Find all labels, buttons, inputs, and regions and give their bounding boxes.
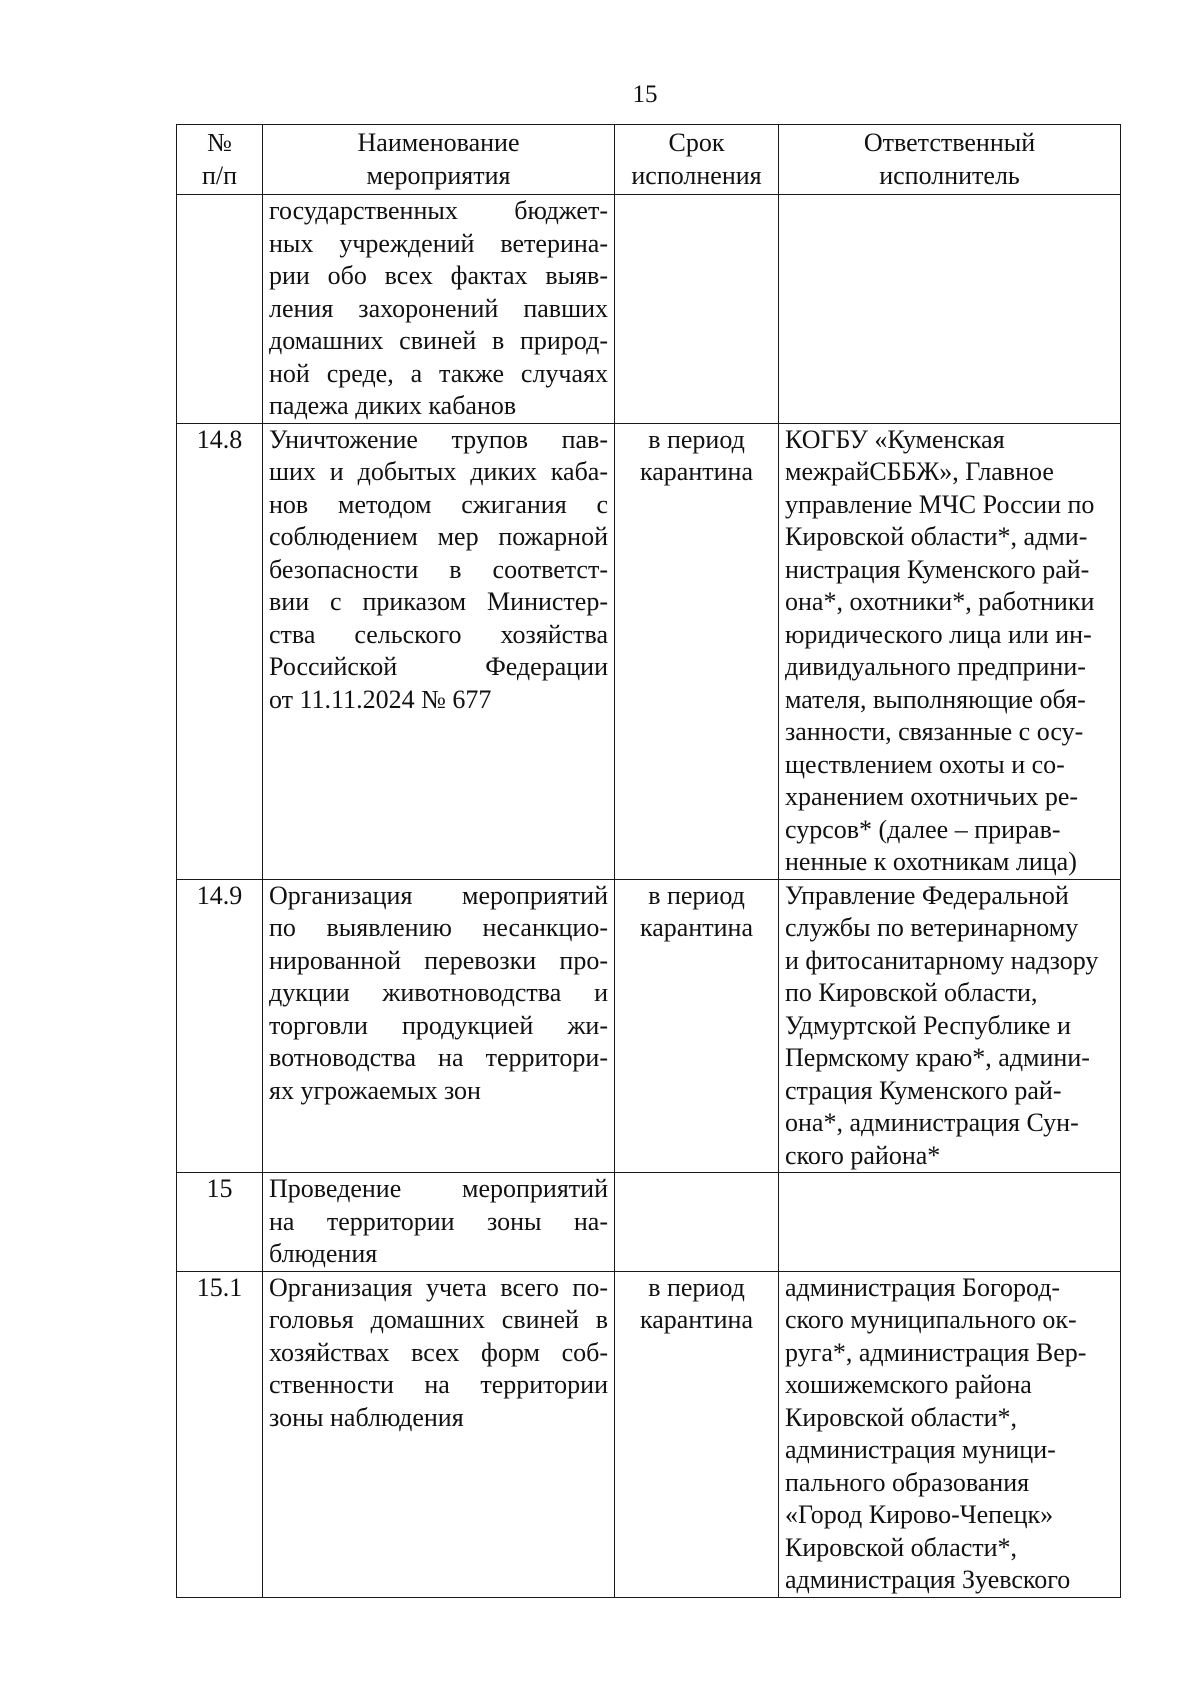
responsible-line: межрайСББЖ», Главное xyxy=(785,457,1054,486)
row-number: 15 xyxy=(206,1174,233,1203)
responsible-line: ского муниципального ок- xyxy=(785,1305,1077,1334)
responsible-line: Удмуртской Республике и xyxy=(785,1010,1071,1040)
responsible-line: управление МЧС России по xyxy=(785,489,1095,519)
responsible-line: ского района* xyxy=(785,1140,941,1170)
responsible-cell xyxy=(779,423,1121,879)
measure-name-line: ных учреждений ветерина- xyxy=(269,228,608,258)
header-responsible xyxy=(779,125,1121,195)
responsible-line: нистрация Куменского рай- xyxy=(785,554,1090,584)
measure-name-line: на территории зоны на- xyxy=(269,1206,608,1236)
responsible-line: и фитосанитарному надзору xyxy=(785,945,1099,975)
measure-name-line: ственности на территории xyxy=(269,1370,608,1399)
responsible-line: ществлением охоты и со- xyxy=(785,749,1065,779)
responsible-line: пального образования xyxy=(785,1467,1030,1497)
responsible-line: занности, связанные с осу- xyxy=(785,717,1084,746)
responsible-line: администрация муници- xyxy=(785,1435,1056,1464)
header-term-line-1: Срок xyxy=(668,128,725,157)
measure-name-line: Уничтожение трупов пав- xyxy=(269,424,608,454)
table-row xyxy=(177,423,1121,879)
responsible-cell xyxy=(779,1271,1121,1597)
measure-name-line: головья домашних свиней в xyxy=(269,1305,608,1334)
term-line: карантина xyxy=(640,1305,753,1334)
table-row xyxy=(177,1173,1121,1272)
row-number-cell xyxy=(177,195,263,424)
page-number: 15 xyxy=(632,81,658,108)
term-line: в период xyxy=(648,1272,745,1302)
term-cell xyxy=(615,1173,779,1272)
table-header xyxy=(177,125,1121,195)
header-term-line-2: исполнения xyxy=(631,160,762,190)
header-number-line-2: п/п xyxy=(201,160,238,190)
term-cell xyxy=(615,195,779,424)
term-cell xyxy=(615,879,779,1173)
row-number-cell xyxy=(177,423,263,879)
responsible-line: она*, администрация Сун- xyxy=(785,1108,1079,1137)
header-row xyxy=(177,125,1121,195)
measure-name-line: ления захоронений павших xyxy=(269,293,608,323)
term-line: карантина xyxy=(640,913,753,942)
row-number: 15.1 xyxy=(196,1272,243,1302)
measure-name-line: ших и добытых диких каба- xyxy=(269,457,608,486)
responsible-line: Кировской области*, адми- xyxy=(785,522,1088,551)
row-number: 14.9 xyxy=(196,880,243,910)
responsible-cell xyxy=(779,879,1121,1173)
row-number-cell xyxy=(177,879,263,1173)
measure-name-line: Российской Федерации xyxy=(269,652,608,681)
responsible-line: Кировской области*, xyxy=(785,1402,1018,1432)
responsible-line: хранением охотничьих ре- xyxy=(785,782,1079,811)
responsible-line: юридического лица или ин- xyxy=(785,619,1092,649)
measure-name-cell xyxy=(263,1271,615,1597)
header-responsible-line-1: Ответственный xyxy=(863,128,1036,157)
measure-name-line: безопасности в соответст- xyxy=(269,554,608,584)
measure-name-cell xyxy=(263,195,615,424)
term-line: в период xyxy=(648,424,745,454)
measure-name-line: хозяйствах всех форм соб- xyxy=(269,1337,608,1367)
measure-name-cell xyxy=(263,423,615,879)
measure-name-line: блюдения xyxy=(269,1239,378,1268)
responsible-line: администрация Богород- xyxy=(785,1272,1061,1302)
term-cell xyxy=(615,1271,779,1597)
responsible-line: по Кировской области, xyxy=(785,978,1038,1007)
responsible-line: она*, охотники*, работники xyxy=(785,587,1095,616)
measure-name-line: Организация мероприятий xyxy=(269,880,608,910)
measure-name-line: зоны наблюдения xyxy=(269,1402,464,1432)
table-row xyxy=(177,879,1121,1173)
responsible-line: ненные к охотникам лица) xyxy=(785,847,1077,876)
measure-name-cell xyxy=(263,879,615,1173)
responsible-line: руга*, администрация Вер- xyxy=(785,1337,1087,1367)
responsible-cell xyxy=(779,1173,1121,1272)
header-name-line-1: Наименование xyxy=(357,128,520,157)
responsible-line: дивидуального предприни- xyxy=(785,652,1086,681)
header-name-line-2: мероприятия xyxy=(366,160,511,190)
table-row xyxy=(177,1271,1121,1597)
measure-name-line: ях угрожаемых зон xyxy=(269,1075,481,1105)
responsible-line: Пермскому краю*, админи- xyxy=(785,1043,1090,1072)
header-number xyxy=(177,125,263,195)
header-responsible-line-2: исполнитель xyxy=(879,160,1020,190)
responsible-line: «Город Кирово-Чепецк» xyxy=(785,1500,1054,1529)
term-line: в период xyxy=(648,880,745,910)
term-cell xyxy=(615,423,779,879)
measures-table xyxy=(176,124,1121,1598)
measure-name-cell xyxy=(263,1173,615,1272)
responsible-line: службы по ветеринарному xyxy=(785,913,1079,942)
measure-name-line: вотноводства на территори- xyxy=(269,1043,608,1072)
responsible-line: КОГБУ «Куменская xyxy=(785,424,1005,454)
header-number-line-1: № xyxy=(207,128,232,157)
measure-name-line: по выявлению несанкцио- xyxy=(269,913,608,942)
measure-name-line: государственных бюджет- xyxy=(269,196,608,225)
measure-name-line: торговли продукцией жи- xyxy=(269,1010,608,1040)
measure-name-line: нированной перевозки про- xyxy=(269,945,608,975)
responsible-line: страция Куменского рай- xyxy=(785,1075,1062,1105)
header-term xyxy=(615,125,779,195)
table-body xyxy=(177,195,1121,1598)
table-row xyxy=(177,195,1121,424)
measure-name-line: ства сельского хозяйства xyxy=(269,619,608,649)
measure-name-line: нов методом сжигания с xyxy=(269,489,608,519)
responsible-line: Кировской области*, xyxy=(785,1532,1018,1562)
responsible-line: сурсов* (далее – прирав- xyxy=(785,814,1061,844)
row-number-cell xyxy=(177,1173,263,1272)
responsible-cell xyxy=(779,195,1121,424)
measure-name-line: Проведение мероприятий xyxy=(269,1174,608,1203)
measure-name-line: дукции животноводства и xyxy=(269,978,608,1007)
header-name xyxy=(263,125,615,195)
responsible-line: хошижемского района xyxy=(785,1370,1032,1399)
measure-name-line: падежа диких кабанов xyxy=(269,391,517,420)
row-number: 14.8 xyxy=(196,424,243,454)
measure-name-line: рии обо всех фактах выяв- xyxy=(269,261,608,290)
measure-name-line: вии с приказом Министер- xyxy=(269,587,608,616)
measure-name-line: ной среде, а также случаях xyxy=(269,358,608,388)
responsible-line: мателя, выполняющие обя- xyxy=(785,684,1086,714)
row-number-cell xyxy=(177,1271,263,1597)
measure-name-line: соблюдением мер пожарной xyxy=(269,522,608,551)
measure-name-line: домашних свиней в природ- xyxy=(269,326,608,355)
term-line: карантина xyxy=(640,457,753,486)
responsible-line: Управление Федеральной xyxy=(785,880,1069,910)
measure-name-line: Организация учета всего по- xyxy=(269,1272,608,1302)
responsible-line: администрация Зуевского xyxy=(785,1565,1071,1594)
measure-name-line: от 11.11.2024 № 677 xyxy=(269,684,492,714)
